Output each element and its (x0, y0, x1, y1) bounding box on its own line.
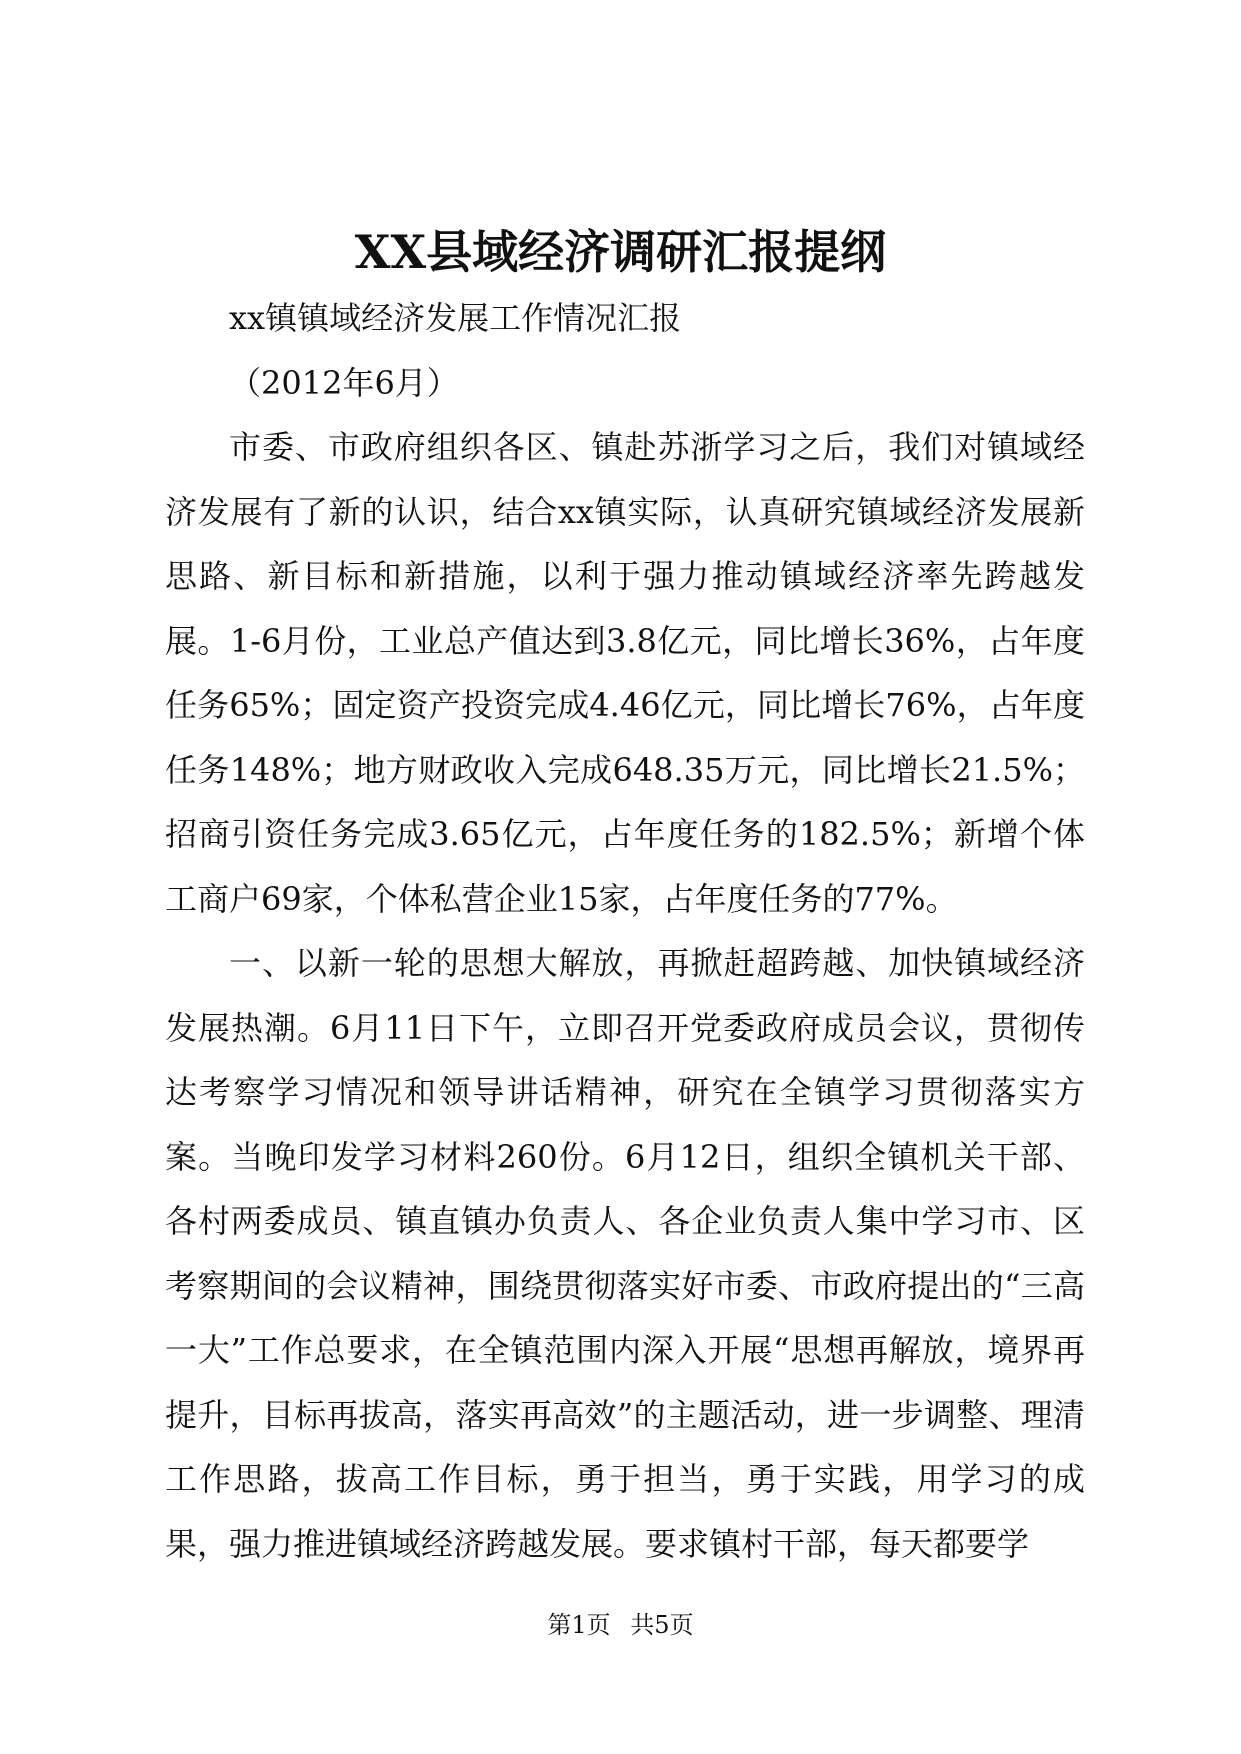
paragraph-intro: 市委、市政府组织各区、镇赴苏浙学习之后，我们对镇域经济发展有了新的认识，结合xx镇实际，认真研究镇域经济发展新思路、新目标和新措施，以利于强力推动镇域经济率先跨越发展。1-6月份，工业总产值达到3.8亿元，同比增长36%，占年度任务65%；固定资产投资完成4.46亿元，同比增长76%，占年度任务148%；地方财政收入完成648.35万元，同比增长21.5%；招商引资任务完成3.65亿元，占年度任务的182.5%；新增个体工商户69家，个体私营企业15家，占年度任务的77%。 (165, 428, 1085, 918)
page-footer (0, 1610, 1241, 1640)
page-number: 第1页 (547, 1611, 611, 1639)
document-subtitle: xx镇镇域经济发展工作情况汇报 (229, 299, 682, 337)
document-title: XX县域经济调研汇报提纲 (354, 225, 887, 279)
paragraph-section-1: 一、以新一轮的思想大解放，再掀赶超跨越、加快镇域经济发展热潮。6月11日下午，立即召开党委政府成员会议，贯彻传达考察学习情况和领导讲话精神，研究在全镇学习贯彻落实方案。当晚印发学习材料260份。6月12日，组织全镇机关干部、各村两委成员、镇直镇办负责人、各企业负责人集中学习市、区考察期间的会议精神，围绕贯彻落实好市委、市政府提出的“三高一大”工作总要求，在全镇范围内深入开展“思想再解放，境界再提升，目标再拔高，落实再高效”的主题活动，进一步调整、理清工作思路，拔高工作目标，勇于担当，勇于实践，用学习的成果，强力推进镇域经济跨越发展。要求镇村干部，每天都要学 (165, 944, 1085, 1563)
document-date: （2012年6月） (229, 363, 459, 402)
document-body (165, 286, 1085, 1576)
page-total: 共5页 (630, 1611, 694, 1639)
